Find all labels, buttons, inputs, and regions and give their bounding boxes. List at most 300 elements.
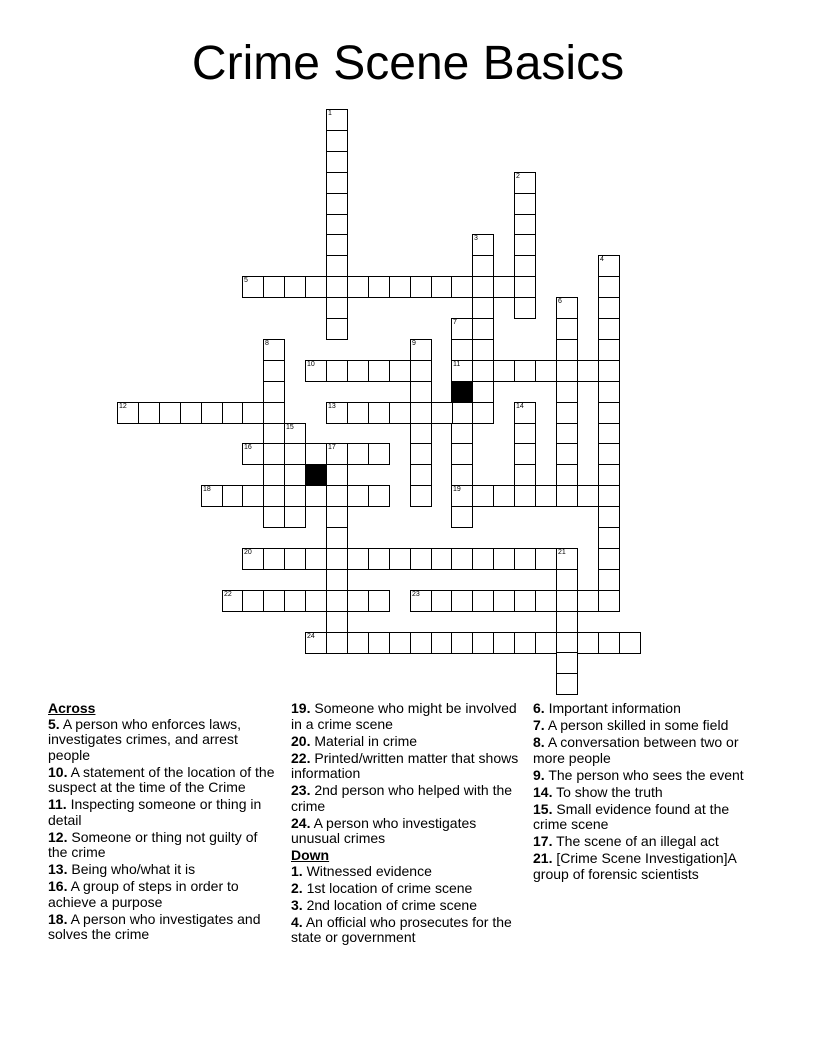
grid-cell[interactable] (410, 339, 432, 361)
across-clue (48, 912, 276, 943)
grid-cell[interactable] (326, 214, 348, 236)
grid-cell[interactable] (577, 590, 599, 612)
grid-cell[interactable] (326, 611, 348, 633)
clue-number: 8 (265, 340, 269, 347)
grid-cell[interactable] (598, 485, 620, 507)
across-clue (291, 734, 519, 750)
grid-cell[interactable] (514, 632, 536, 654)
across-clue (48, 765, 276, 796)
grid-cell[interactable] (577, 632, 599, 654)
grid-cell[interactable] (514, 485, 536, 507)
grid-cell[interactable] (598, 464, 620, 486)
grid-cell[interactable] (222, 402, 244, 424)
clue-text: 2nd person who helped with the crime (291, 782, 513, 814)
grid-cell[interactable] (368, 590, 390, 612)
grid-cell[interactable] (556, 423, 578, 445)
down-clue (533, 851, 761, 882)
grid-cell[interactable] (368, 360, 390, 382)
grid-cell[interactable] (347, 548, 369, 570)
grid-cell[interactable] (263, 423, 285, 445)
grid-cell[interactable] (326, 548, 348, 570)
grid-cell[interactable] (410, 381, 432, 403)
clue-label: 10. (48, 763, 68, 780)
grid-cell[interactable] (472, 590, 494, 612)
clue-number: 19 (453, 486, 461, 493)
grid-cell[interactable] (493, 276, 515, 298)
grid-cell[interactable] (347, 485, 369, 507)
clue-text: Being who/what it is (71, 861, 196, 877)
grid-cell[interactable] (326, 276, 348, 298)
clue-label: 5. (48, 715, 60, 732)
grid-cell[interactable] (326, 234, 348, 256)
grid-cell[interactable] (598, 590, 620, 612)
clue-number: 6 (558, 298, 562, 305)
clue-number: 1 (328, 110, 332, 117)
grid-cell[interactable] (598, 339, 620, 361)
grid-cell[interactable] (347, 402, 369, 424)
down-clue (533, 701, 761, 717)
grid-cell[interactable] (389, 276, 411, 298)
page-title: Crime Scene Basics (191, 37, 625, 90)
grid-cell[interactable] (242, 276, 264, 298)
clue-number: 3 (474, 235, 478, 242)
across-clue (291, 751, 519, 782)
grid-cell[interactable] (410, 443, 432, 465)
grid-cell[interactable] (326, 569, 348, 591)
grid-cell[interactable] (431, 276, 453, 298)
grid-cell[interactable] (556, 548, 578, 570)
grid-cell[interactable] (410, 548, 432, 570)
grid-cell[interactable] (556, 339, 578, 361)
grid-cell[interactable] (514, 360, 536, 382)
grid-cell[interactable] (598, 402, 620, 424)
grid-cell[interactable] (326, 360, 348, 382)
grid-cell[interactable] (451, 318, 473, 340)
grid-cell[interactable] (284, 590, 306, 612)
grid-cell[interactable] (514, 255, 536, 277)
clue-label: 4. (291, 913, 303, 930)
grid-cell[interactable] (598, 506, 620, 528)
clue-number: 7 (453, 319, 457, 326)
grid-cell[interactable] (451, 632, 473, 654)
grid-cell[interactable] (535, 360, 557, 382)
grid-cell[interactable] (472, 485, 494, 507)
clue-text: Someone or thing not guilty of the crime (48, 828, 258, 860)
grid-cell[interactable] (347, 276, 369, 298)
grid-cell[interactable] (242, 402, 264, 424)
grid-cell[interactable] (431, 632, 453, 654)
clue-label: 23. (291, 782, 311, 798)
grid-cell[interactable] (389, 360, 411, 382)
clue-text: The person who sees the event (548, 766, 744, 783)
grid-cell[interactable] (514, 276, 536, 298)
clue-text: A person who enforces laws, investigates crimes, and arrest people (48, 715, 242, 763)
grid-cell[interactable] (514, 402, 536, 424)
clues-column-3 (533, 701, 761, 884)
grid-cell[interactable] (410, 464, 432, 486)
grid-cell[interactable] (368, 443, 390, 465)
grid-cell[interactable] (305, 632, 327, 654)
grid-cell[interactable] (556, 464, 578, 486)
across-clue (291, 783, 519, 814)
clue-label: 16. (48, 878, 68, 894)
across-clue (48, 830, 276, 861)
grid-cell[interactable] (598, 569, 620, 591)
grid-cell[interactable] (514, 423, 536, 445)
grid-cell[interactable] (598, 318, 620, 340)
grid-cell[interactable] (263, 464, 285, 486)
across-clue (48, 717, 276, 764)
grid-cell[interactable] (410, 360, 432, 382)
across-clue (48, 879, 276, 910)
clue-text: A conversation between two or more people (533, 734, 739, 766)
clue-label: 24. (291, 814, 311, 831)
clue-number: 13 (328, 403, 336, 410)
clue-text: Material in crime (314, 732, 418, 749)
across-clue-list-continued (291, 701, 519, 847)
grid-cell[interactable] (347, 360, 369, 382)
grid-cell[interactable] (556, 402, 578, 424)
clue-label: 14. (533, 783, 553, 800)
grid-cell[interactable] (263, 506, 285, 528)
clue-label: 21. (533, 850, 553, 866)
grid-cell[interactable] (326, 632, 348, 654)
blocked-cell (451, 381, 473, 403)
grid-cell[interactable] (514, 234, 536, 256)
grid-cell[interactable] (263, 590, 285, 612)
grid-cell[interactable] (472, 632, 494, 654)
grid-cell[interactable] (451, 590, 473, 612)
clues-column-1 (48, 701, 276, 944)
clue-label: 12. (48, 828, 68, 845)
down-clue-list (291, 864, 519, 946)
clue-label: 7. (533, 717, 545, 733)
grid-cell[interactable] (451, 402, 473, 424)
grid-cell[interactable] (117, 402, 139, 424)
grid-cell[interactable] (305, 443, 327, 465)
clue-number: 2 (516, 173, 520, 180)
grid-cell[interactable] (284, 485, 306, 507)
grid-cell[interactable] (326, 318, 348, 340)
grid-cell[interactable] (598, 548, 620, 570)
grid-cell[interactable] (368, 276, 390, 298)
grid-cell[interactable] (556, 297, 578, 319)
clues-column-2 (291, 701, 519, 947)
clue-label: 20. (291, 732, 311, 749)
grid-cell[interactable] (431, 590, 453, 612)
grid-cell[interactable] (451, 464, 473, 486)
across-clue-list (48, 717, 276, 943)
clue-text: An official who prosecutes for the state or government (291, 913, 512, 945)
clue-label: 19. (291, 700, 311, 716)
grid-cell[interactable] (326, 297, 348, 319)
clue-number: 15 (286, 424, 294, 431)
down-clue (533, 735, 761, 766)
clue-label: 22. (291, 749, 311, 766)
clue-label: 8. (533, 734, 545, 750)
across-heading: Across (48, 700, 96, 716)
grid-cell[interactable] (138, 402, 160, 424)
grid-cell[interactable] (263, 360, 285, 382)
grid-cell[interactable] (598, 423, 620, 445)
grid-cell[interactable] (451, 423, 473, 445)
clue-number: 17 (328, 444, 336, 451)
grid-cell[interactable] (472, 234, 494, 256)
grid-cell[interactable] (305, 548, 327, 570)
clue-label: 18. (48, 910, 68, 927)
grid-cell[interactable] (472, 402, 494, 424)
down-clue (291, 864, 519, 880)
grid-cell[interactable] (535, 590, 557, 612)
down-clue-list-continued (533, 701, 761, 882)
down-heading: Down (291, 847, 330, 863)
grid-cell[interactable] (472, 381, 494, 403)
grid-cell[interactable] (242, 443, 264, 465)
grid-cell[interactable] (472, 318, 494, 340)
grid-cell[interactable] (368, 485, 390, 507)
grid-cell[interactable] (514, 548, 536, 570)
across-clue (48, 797, 276, 828)
grid-cell[interactable] (263, 381, 285, 403)
grid-cell[interactable] (556, 381, 578, 403)
grid-cell[interactable] (159, 402, 181, 424)
grid-cell[interactable] (242, 485, 264, 507)
grid-cell[interactable] (326, 255, 348, 277)
clue-number: 5 (244, 277, 248, 284)
clue-text: A person skilled in some field (547, 717, 729, 733)
clue-text: 1st location of crime scene (306, 879, 473, 896)
clue-text: A person who investigates unusual crimes (291, 814, 477, 846)
clue-number: 10 (307, 361, 315, 368)
grid-cell[interactable] (535, 632, 557, 654)
grid-cell[interactable] (514, 464, 536, 486)
grid-cell[interactable] (493, 548, 515, 570)
clue-number: 20 (244, 549, 252, 556)
grid-cell[interactable] (410, 590, 432, 612)
grid-cell[interactable] (472, 360, 494, 382)
grid-cell[interactable] (493, 632, 515, 654)
clue-text: To show the truth (556, 783, 663, 800)
grid-cell[interactable] (326, 590, 348, 612)
grid-cell[interactable] (556, 443, 578, 465)
grid-cell[interactable] (556, 485, 578, 507)
grid-cell[interactable] (368, 402, 390, 424)
grid-cell[interactable] (305, 360, 327, 382)
grid-cell[interactable] (451, 548, 473, 570)
grid-cell[interactable] (347, 443, 369, 465)
grid-cell[interactable] (263, 339, 285, 361)
grid-cell[interactable] (472, 297, 494, 319)
grid-cell[interactable] (347, 590, 369, 612)
clue-label: 9. (533, 766, 545, 783)
grid-cell[interactable] (263, 402, 285, 424)
grid-cell[interactable] (410, 402, 432, 424)
grid-cell[interactable] (514, 443, 536, 465)
grid-cell[interactable] (180, 402, 202, 424)
clue-text: Small evidence found at the crime scene (533, 800, 730, 832)
grid-cell[interactable] (493, 590, 515, 612)
grid-cell[interactable] (556, 652, 578, 674)
grid-cell[interactable] (326, 130, 348, 152)
grid-cell[interactable] (410, 485, 432, 507)
grid-cell[interactable] (284, 276, 306, 298)
grid-cell[interactable] (451, 360, 473, 382)
grid-cell[interactable] (284, 423, 306, 445)
clue-label: 15. (533, 800, 553, 817)
grid-cell[interactable] (389, 632, 411, 654)
down-clue (533, 802, 761, 833)
grid-cell[interactable] (556, 318, 578, 340)
clue-label: 1. (291, 862, 303, 879)
across-clue (48, 862, 276, 878)
grid-cell[interactable] (284, 506, 306, 528)
grid-cell[interactable] (326, 151, 348, 173)
grid-cell[interactable] (284, 443, 306, 465)
grid-cell[interactable] (431, 548, 453, 570)
grid-cell[interactable] (326, 527, 348, 549)
grid-cell[interactable] (514, 214, 536, 236)
grid-cell[interactable] (410, 632, 432, 654)
grid-cell[interactable] (410, 423, 432, 445)
down-clue (533, 834, 761, 850)
grid-cell[interactable] (556, 632, 578, 654)
clue-label: 3. (291, 896, 303, 913)
across-clue (291, 701, 519, 732)
grid-cell[interactable] (242, 590, 264, 612)
clue-number: 11 (453, 361, 461, 368)
grid-cell[interactable] (598, 297, 620, 319)
grid-cell[interactable] (577, 360, 599, 382)
clue-text: A statement of the location of the suspect at the time of the Crime (48, 763, 275, 795)
grid-cell[interactable] (598, 360, 620, 382)
grid-cell[interactable] (493, 360, 515, 382)
grid-cell[interactable] (514, 193, 536, 215)
grid-cell[interactable] (472, 276, 494, 298)
grid-cell[interactable] (451, 339, 473, 361)
clue-number: 12 (119, 403, 127, 410)
down-clue (291, 898, 519, 914)
grid-cell[interactable] (347, 632, 369, 654)
clue-text: Printed/written matter that shows information (291, 749, 519, 781)
grid-cell[interactable] (472, 339, 494, 361)
grid-cell[interactable] (284, 548, 306, 570)
down-clue (533, 785, 761, 801)
clue-label: 17. (533, 833, 553, 849)
grid-cell[interactable] (598, 381, 620, 403)
grid-cell[interactable] (451, 506, 473, 528)
grid-cell[interactable] (514, 297, 536, 319)
grid-cell[interactable] (305, 485, 327, 507)
clue-label: 13. (48, 861, 68, 877)
clue-label: 6. (533, 700, 545, 716)
grid-cell[interactable] (535, 485, 557, 507)
clue-number: 18 (203, 486, 211, 493)
grid-cell[interactable] (305, 590, 327, 612)
grid-cell[interactable] (326, 109, 348, 131)
grid-cell[interactable] (326, 464, 348, 486)
grid-cell[interactable] (619, 632, 641, 654)
grid-cell[interactable] (493, 485, 515, 507)
clue-text: The scene of an illegal act (556, 833, 719, 849)
grid-cell[interactable] (368, 632, 390, 654)
clue-number: 4 (600, 256, 604, 263)
grid-cell[interactable] (389, 402, 411, 424)
grid-cell[interactable] (598, 276, 620, 298)
grid-cell[interactable] (326, 172, 348, 194)
grid-cell[interactable] (263, 443, 285, 465)
grid-cell[interactable] (201, 402, 223, 424)
down-clue (533, 768, 761, 784)
clue-number: 23 (412, 591, 420, 598)
grid-cell[interactable] (451, 276, 473, 298)
clue-text: Someone who might be involved in a crime scene (291, 700, 517, 732)
grid-cell[interactable] (556, 611, 578, 633)
clue-text: 2nd location of crime scene (306, 896, 478, 913)
grid-cell[interactable] (263, 485, 285, 507)
clue-number: 14 (516, 403, 524, 410)
grid-cell[interactable] (556, 590, 578, 612)
grid-cell[interactable] (305, 276, 327, 298)
clue-text: Witnessed evidence (306, 862, 432, 879)
grid-cell[interactable] (242, 548, 264, 570)
grid-cell[interactable] (451, 485, 473, 507)
grid-cell[interactable] (326, 402, 348, 424)
grid-cell[interactable] (389, 548, 411, 570)
clue-number: 16 (244, 444, 252, 451)
grid-cell[interactable] (451, 443, 473, 465)
grid-cell[interactable] (535, 548, 557, 570)
down-clue (533, 718, 761, 734)
grid-cell[interactable] (410, 276, 432, 298)
grid-cell[interactable] (556, 360, 578, 382)
grid-cell[interactable] (577, 485, 599, 507)
grid-cell[interactable] (263, 548, 285, 570)
grid-cell[interactable] (556, 673, 578, 695)
grid-cell[interactable] (514, 172, 536, 194)
down-clue (291, 915, 519, 946)
grid-cell[interactable] (598, 255, 620, 277)
grid-cell[interactable] (326, 485, 348, 507)
grid-cell[interactable] (201, 485, 223, 507)
clue-text: Important information (548, 700, 681, 716)
clue-text: A person who investigates and solves the crime (48, 910, 261, 942)
grid-cell[interactable] (431, 402, 453, 424)
grid-cell[interactable] (598, 443, 620, 465)
clue-number: 22 (224, 591, 232, 598)
blocked-cell (305, 464, 327, 486)
grid-cell[interactable] (368, 548, 390, 570)
clue-number: 21 (558, 549, 566, 556)
grid-cell[interactable] (263, 276, 285, 298)
grid-cell[interactable] (284, 464, 306, 486)
across-clue (291, 816, 519, 847)
grid-cell[interactable] (598, 632, 620, 654)
grid-cell[interactable] (222, 590, 244, 612)
clue-text: [Crime Scene Investigation]A group of forensic scientists (533, 850, 737, 882)
grid-cell[interactable] (326, 443, 348, 465)
grid-cell[interactable] (326, 193, 348, 215)
grid-cell[interactable] (326, 506, 348, 528)
down-clue (291, 881, 519, 897)
clue-label: 2. (291, 879, 303, 896)
grid-cell[interactable] (556, 569, 578, 591)
grid-cell[interactable] (472, 548, 494, 570)
grid-cell[interactable] (514, 590, 536, 612)
grid-cell[interactable] (472, 255, 494, 277)
grid-cell[interactable] (222, 485, 244, 507)
grid-cell[interactable] (598, 527, 620, 549)
clue-text: Inspecting someone or thing in detail (48, 796, 262, 828)
